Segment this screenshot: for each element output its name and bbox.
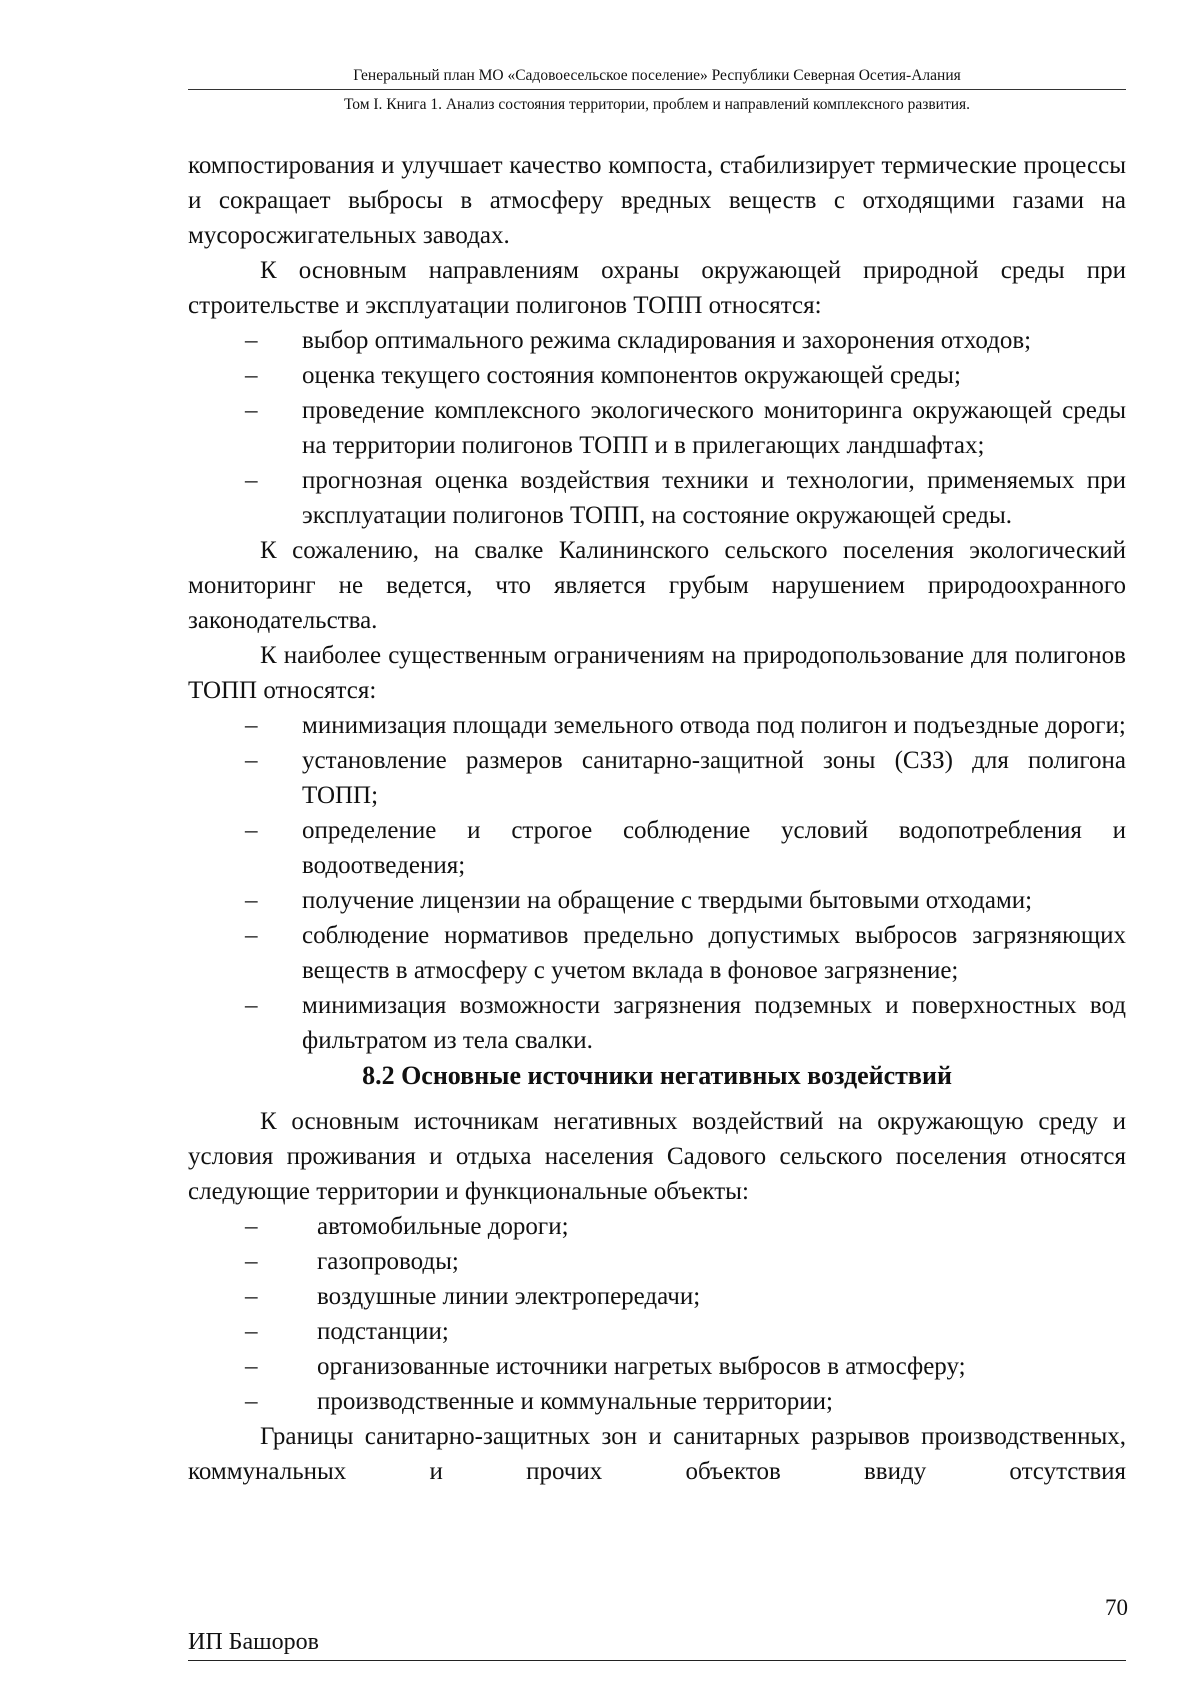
paragraph-6: Границы санитарно-защитных зон и санитарных разрывов производственных, коммунальных и прочих объектов ввиду отсутствия xyxy=(188,1423,1126,1485)
paragraph-2: К основным направлениям охраны окружающей природной среды при строительстве и эксплуатации полигонов ТОПП относятся: xyxy=(188,257,1126,319)
document-body xyxy=(188,148,1126,1489)
section-heading: 8.2 Основные источники негативных воздействий xyxy=(362,1061,952,1090)
dash-marker: – xyxy=(245,1388,258,1415)
footer-author: ИП Башоров xyxy=(188,1629,319,1655)
list-item: – воздушные линии электропередачи; xyxy=(188,1279,1126,1314)
dash-marker: – xyxy=(245,712,258,739)
dash-marker: – xyxy=(245,397,258,424)
restrictions-list xyxy=(188,708,1126,1058)
list-item: – определение и строгое соблюдение условий водопотребления и водоотведения; xyxy=(188,813,1126,883)
list-item: – организованные источники нагретых выбросов в атмосферу; xyxy=(188,1349,1126,1384)
paragraph-3: К сожалению, на свалке Калининского сельского поселения экологический мониторинг не ведется, что является грубым нарушением природоохранного законодательства. xyxy=(188,537,1126,634)
header-title: Генеральный план МО «Садовоесельское поселение» Республики Северная Осетия-Алания xyxy=(353,67,961,84)
dash-marker: – xyxy=(245,887,258,914)
paragraph-5: К основным источникам негативных воздействий на окружающую среду и условия проживания и отдыха населения Садового сельского поселения относятся следующие территории и функциональные объекты: xyxy=(188,1108,1126,1205)
dash-marker: – xyxy=(245,817,258,844)
list-item: – минимизация площади земельного отвода под полигон и подъездные дороги; xyxy=(188,708,1126,743)
header-subtitle: Том I. Книга 1. Анализ состояния территории, проблем и направлений комплексного развития. xyxy=(343,96,971,113)
header-rule xyxy=(188,89,1126,90)
page-header xyxy=(188,66,1126,115)
list-item: – подстанции; xyxy=(188,1314,1126,1349)
list-item: – выбор оптимального режима складирования и захоронения отходов; xyxy=(188,323,1126,358)
list-item: – получение лицензии на обращение с твердыми бытовыми отходами; xyxy=(188,883,1126,918)
paragraph-4: К наиболее существенным ограничениям на природопользование для полигонов ТОПП относятся: xyxy=(188,642,1126,704)
paragraph-1: компостирования и улучшает качество компоста, стабилизирует термические процессы и сокращает выбросы в атмосферу вредных веществ с отходящими газами на мусоросжигательных заводах. xyxy=(188,152,1126,249)
list-item: – прогнозная оценка воздействия техники и технологии, применяемых при эксплуатации полигонов ТОПП, на состояние окружающей среды. xyxy=(188,463,1126,533)
list-item: – минимизация возможности загрязнения подземных и поверхностных вод фильтратом из тела свалки. xyxy=(188,988,1126,1058)
sources-list xyxy=(188,1209,1126,1419)
list-item: – газопроводы; xyxy=(188,1244,1126,1279)
page-footer xyxy=(188,1626,1126,1661)
list-item: – установление размеров санитарно-защитной зоны (СЗЗ) для полигона ТОПП; xyxy=(188,743,1126,813)
dash-marker: – xyxy=(245,327,258,354)
list-item: – автомобильные дороги; xyxy=(188,1209,1126,1244)
list-item: – производственные и коммунальные территории; xyxy=(188,1384,1126,1419)
page-number: 70 xyxy=(1105,1595,1128,1620)
dash-marker: – xyxy=(245,467,258,494)
dash-marker: – xyxy=(245,1318,258,1345)
dash-marker: – xyxy=(245,1248,258,1275)
list-item: – соблюдение нормативов предельно допустимых выбросов загрязняющих веществ в атмосферу с учетом вклада в фоновое загрязнение; xyxy=(188,918,1126,988)
dash-marker: – xyxy=(245,1213,258,1240)
footer-rule xyxy=(188,1660,1126,1661)
protection-list xyxy=(188,323,1126,533)
dash-marker: – xyxy=(245,922,258,949)
list-item: – оценка текущего состояния компонентов окружающей среды; xyxy=(188,358,1126,393)
list-item: – проведение комплексного экологического мониторинга окружающей среды на территории полигонов ТОПП и в прилегающих ландшафтах; xyxy=(188,393,1126,463)
dash-marker: – xyxy=(245,747,258,774)
dash-marker: – xyxy=(245,1283,258,1310)
dash-marker: – xyxy=(245,362,258,389)
dash-marker: – xyxy=(245,992,258,1019)
dash-marker: – xyxy=(245,1353,258,1380)
